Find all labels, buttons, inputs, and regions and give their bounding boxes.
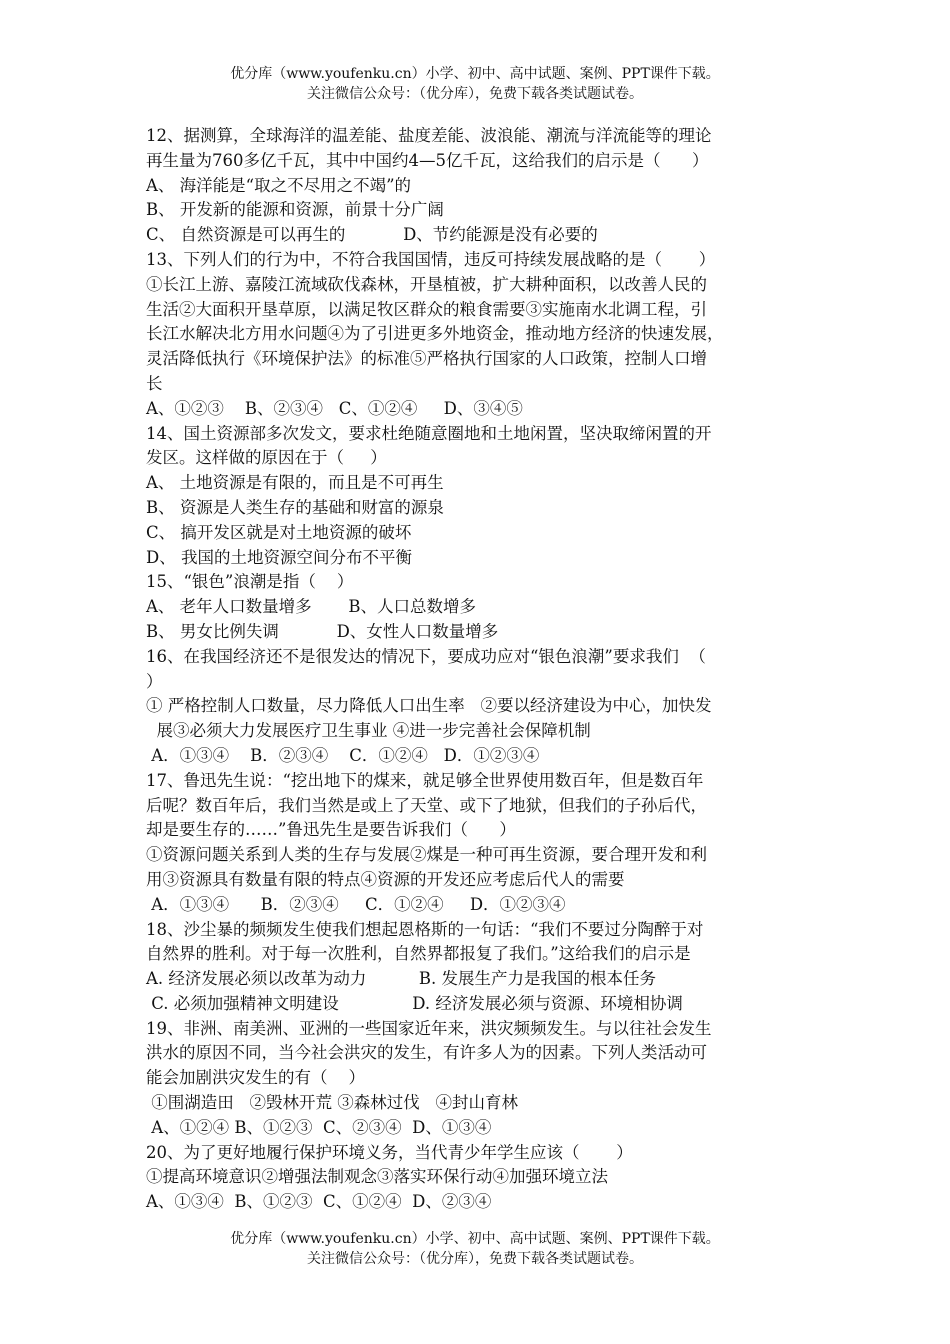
text-line: 用③资源具有数量有限的特点④资源的开发还应考虑后代人的需要 [146, 869, 625, 889]
text-line: 12、据测算，全球海洋的温差能、盐度差能、波浪能、潮流与洋流能等的理论 [146, 126, 712, 145]
text-line: A、 老年人口数量增多 B、人口总数增多 [146, 597, 476, 617]
header-line-1: 优分库（www.youfenku.cn）小学、初中、高中试题、案例、PPT课件下载。 [230, 66, 720, 82]
text-line: ①提高环境意识②增强法制观念③落实环保行动④加强环境立法 [146, 1167, 608, 1187]
text-line: 后呢？数百年后，我们当然是或上了天堂、或下了地狱，但我们的子孙后代， [146, 795, 707, 815]
footer-line-2: 关注微信公众号：（优分库），免费下载各类试题试卷。 [307, 1251, 643, 1267]
text-line: 生活②大面积开垦草原，以满足牧区群众的粮食需要③实施南水北调工程，引 [146, 299, 707, 319]
text-line: B、 开发新的能源和资源，前景十分广阔 [146, 200, 444, 220]
text-line: ①资源问题关系到人类的生存与发展②煤是一种可再生资源，要合理开发和利 [146, 845, 707, 865]
text-line: 长江水解决北方用水问题④为了引进更多外地资金，推动地方经济的快速发展， [146, 324, 724, 344]
text-line: 再生量为760多亿千瓦，其中中国约4—5亿千瓦，这给我们的启示是（ ） [146, 150, 709, 170]
text-line: 13、下列人们的行为中，不符合我国国情，违反可持续发展战略的是（ ） [146, 249, 716, 269]
text-line: A．①③④ B．②③④ C．①②④ D．①②③④ [146, 894, 566, 914]
text-line: C、 自然资源是可以再生的 D、节约能源是没有必要的 [146, 225, 598, 245]
text-line: B、 男女比例失调 D、女性人口数量增多 [146, 621, 499, 641]
text-line: 14、国土资源部多次发文，要求杜绝随意圈地和土地闲置，坚决取缔闲置的开 [146, 423, 712, 443]
text-line: A、 土地资源是有限的，而且是不可再生 [146, 473, 444, 493]
page-header [0, 64, 950, 104]
text-line: 能会加剧洪灾发生的有（ ） [146, 1068, 365, 1088]
text-line: 20、为了更好地履行保护环境义务，当代青少年学生应该（ ） [146, 1142, 633, 1162]
text-line: 自然界的胜利。对于每一次胜利，自然界都报复了我们。”这给我们的启示是 [146, 944, 691, 964]
text-line: ） [146, 671, 163, 691]
text-line: 长 [146, 373, 163, 393]
text-line: D、 我国的土地资源空间分布不平衡 [146, 547, 412, 567]
text-line: C、 搞开发区就是对土地资源的破坏 [146, 522, 412, 542]
text-line: A、①③④ B、①②③ C、①②④ D、②③④ [146, 1192, 492, 1212]
footer-line-1: 优分库（www.youfenku.cn）小学、初中、高中试题、案例、PPT课件下载。 [230, 1231, 720, 1247]
text-line: A、 海洋能是“取之不尽用之不竭”的 [146, 175, 412, 195]
question-body [146, 124, 826, 1215]
text-line: A. 经济发展必须以改革为动力 B. 发展生产力是我国的根本任务 [146, 969, 656, 989]
text-line: ①围湖造田 ②毁林开荒 ③森林过伐 ④封山育林 [146, 1093, 518, 1113]
text-line: B、 资源是人类生存的基础和财富的源泉 [146, 497, 444, 517]
text-line: ① 严格控制人口数量，尽力降低人口出生率 ②要以经济建设为中心，加快发 [146, 696, 712, 716]
text-line: 15、“银色”浪潮是指（ ） [146, 572, 354, 592]
text-line: 17、鲁迅先生说：“挖出地下的煤来，就足够全世界使用数百年，但是数百年 [146, 770, 704, 790]
text-line: 18、沙尘暴的频频发生使我们想起恩格斯的一句话：“我们不要过分陶醉于对 [146, 919, 704, 939]
text-line: 16、在我国经济还不是很发达的情况下，要成功应对“银色浪潮”要求我们 （ [146, 646, 706, 666]
text-line: A．①③④ B．②③④ C．①②④ D．①②③④ [146, 745, 540, 765]
text-line: 发区。这样做的原因在于（ ） [146, 448, 387, 468]
page-footer [0, 1229, 950, 1269]
text-line: A、①②④ B、①②③ C、②③④ D、①③④ [146, 1117, 492, 1137]
header-line-2: 关注微信公众号：（优分库），免费下载各类试题试卷。 [307, 86, 643, 102]
text-line: 洪水的原因不同，当今社会洪灾的发生，有许多人为的因素。下列人类活动可 [146, 1043, 707, 1063]
text-line: 却是要生存的……”鲁迅先生是要告诉我们（ ） [146, 820, 516, 840]
text-line: C. 必须加强精神文明建设 D. 经济发展必须与资源、环境相协调 [146, 993, 683, 1013]
text-line: 19、非洲、南美洲、亚洲的一些国家近年来，洪灾频频发生。与以往社会发生 [146, 1018, 712, 1038]
text-line: 展③必须大力发展医疗卫生事业 ④进一步完善社会保障机制 [146, 721, 591, 741]
text-line: ①长江上游、嘉陵江流域砍伐森林，开垦植被，扩大耕种面积，以改善人民的 [146, 274, 707, 294]
text-line: A、①②③ B、②③④ C、①②④ D、③④⑤ [146, 398, 523, 418]
text-line: 灵活降低执行《环境保护法》的标准⑤严格执行国家的人口政策，控制人口增 [146, 349, 707, 369]
